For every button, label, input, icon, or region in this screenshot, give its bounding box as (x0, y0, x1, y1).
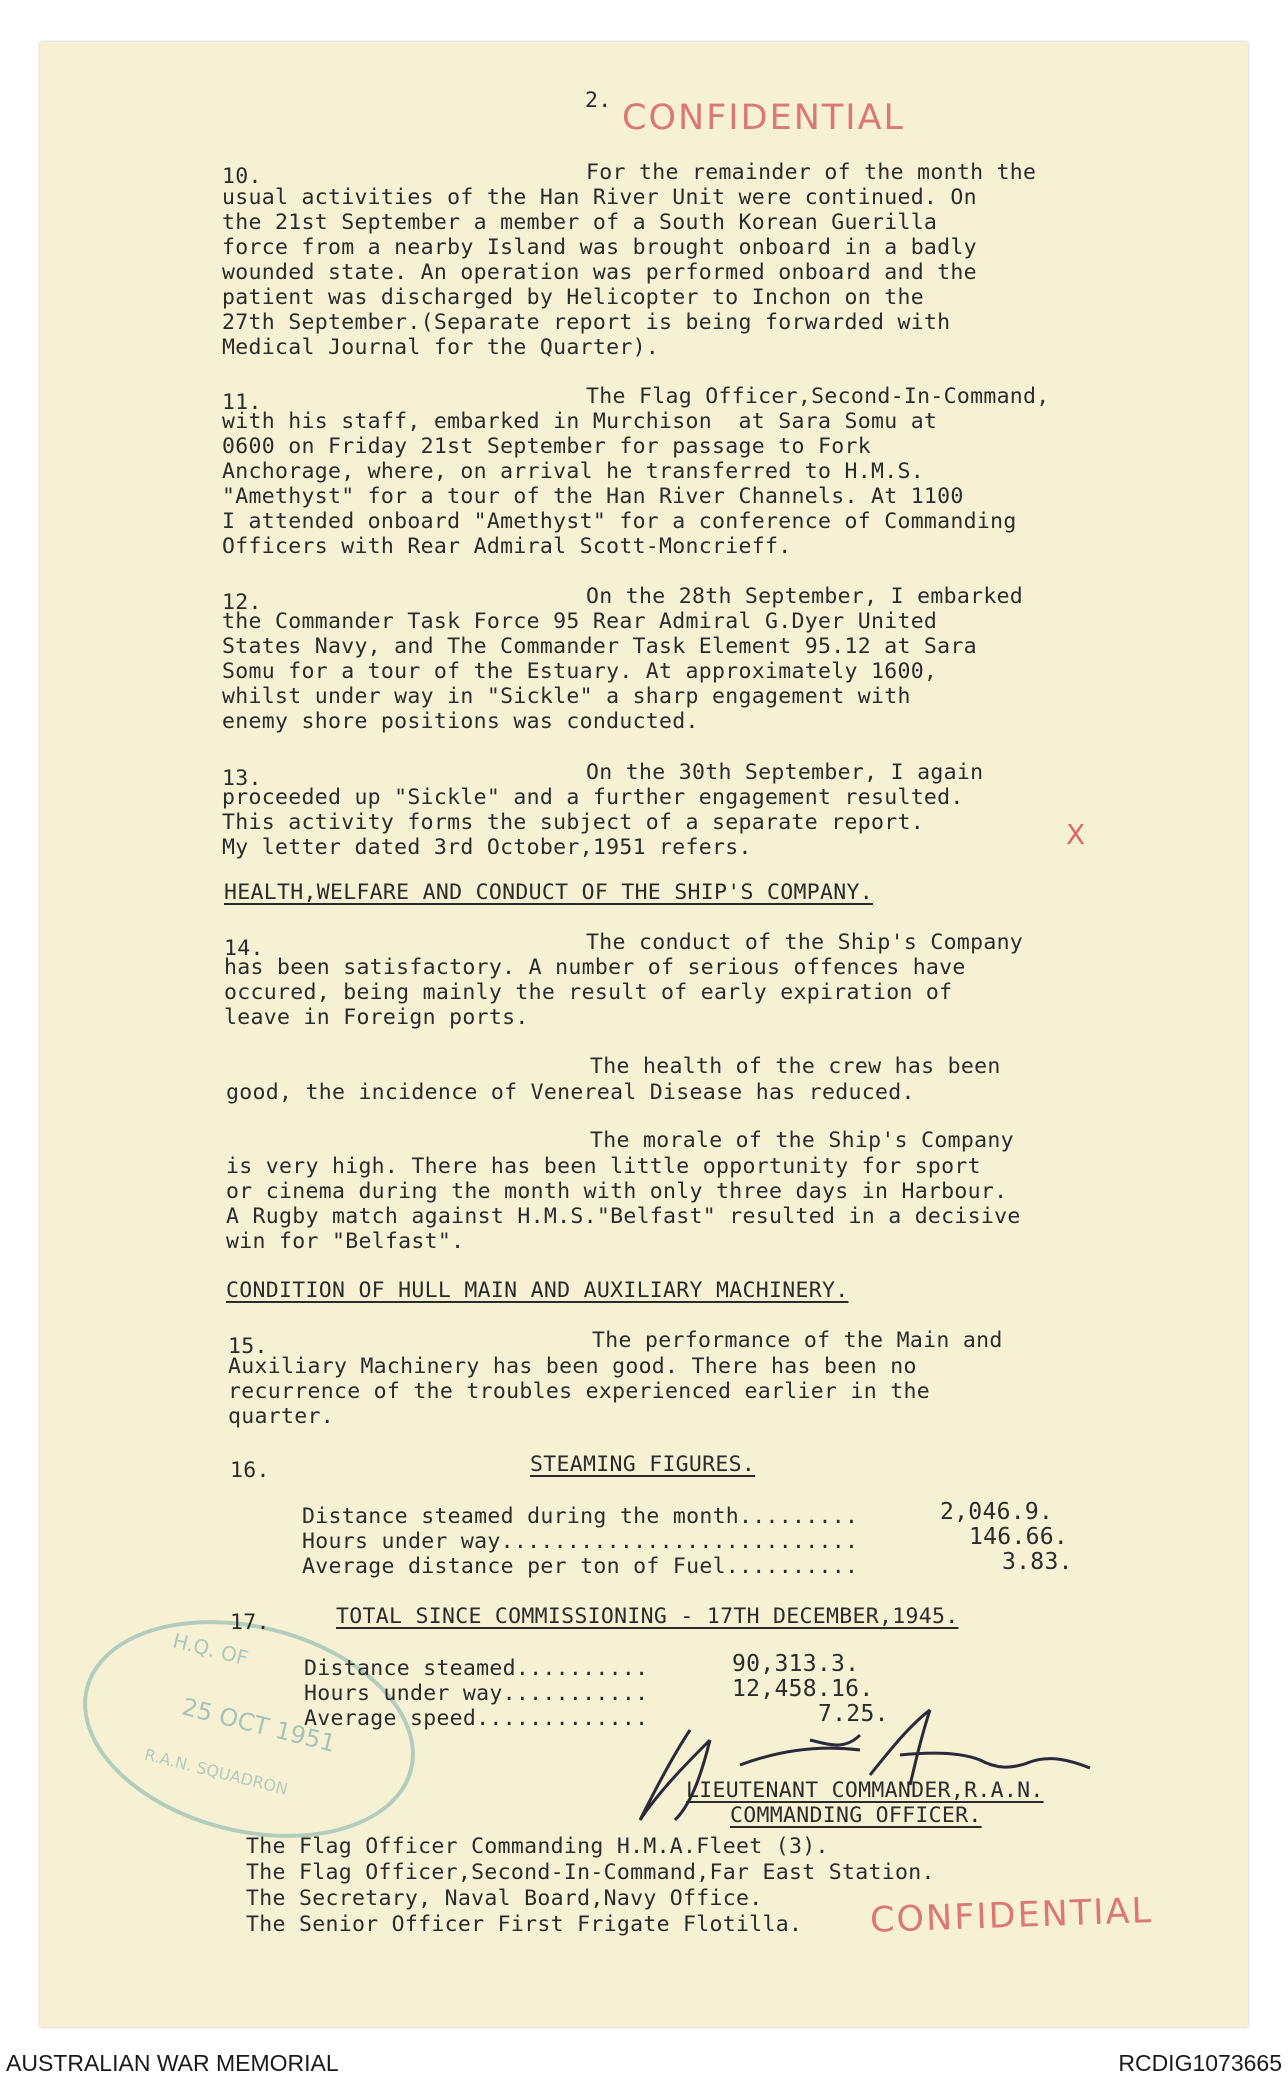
para-line: Officers with Rear Admiral Scott-Moncrieff. (222, 534, 792, 559)
stamp-text: R.A.N. SQUADRON (142, 1744, 290, 1799)
totals-heading: TOTAL SINCE COMMISSIONING - 17TH DECEMBER,1945. (336, 1604, 959, 1629)
para-line: Medical Journal for the Quarter). (222, 335, 660, 360)
para-number: 15. (228, 1334, 268, 1359)
para-line: 27th September.(Separate report is being forwarded with (222, 310, 951, 335)
para-line: This activity forms the subject of a separate report. (222, 810, 924, 835)
para-line: whilst under way in "Sickle" a sharp engagement with (222, 684, 911, 709)
para-line: wounded state. An operation was performed onboard and the (222, 260, 977, 285)
row-label: Hours under way........................... (302, 1529, 859, 1554)
para-line: States Navy, and The Commander Task Element 95.12 at Sara (222, 634, 977, 659)
para-line: The conduct of the Ship's Company (586, 930, 1024, 955)
para-line: or cinema during the month with only three days in Harbour. (226, 1179, 1008, 1204)
distribution-item: The Flag Officer Commanding H.M.A.Fleet (3). (246, 1834, 829, 1859)
row-label: Distance steamed.......... (304, 1656, 649, 1681)
para-line: occured, being mainly the result of early expiration of (224, 980, 953, 1005)
para-line: The health of the crew has been (590, 1054, 1001, 1079)
row-label: Distance steamed during the month......... (302, 1504, 859, 1529)
para-line: On the 30th September, I again (586, 760, 984, 785)
para-line: 0600 on Friday 21st September for passage to Fork (222, 434, 871, 459)
row-value: 7.25. (818, 1701, 889, 1727)
signatory-rank: LIEUTENANT COMMANDER,R.A.N. (686, 1778, 1044, 1803)
para-line: has been satisfactory. A number of serious offences have (224, 955, 966, 980)
para-line: enemy shore positions was conducted. (222, 709, 699, 734)
row-value: 12,458.16. (732, 1676, 874, 1702)
row-value: 146.66. (969, 1524, 1069, 1550)
footer-institution: AUSTRALIAN WAR MEMORIAL (6, 2050, 339, 2076)
row-label: Average distance per ton of Fuel.......... (302, 1554, 859, 1579)
para-number: 14. (224, 936, 264, 961)
para-line: "Amethyst" for a tour of the Han River Channels. At 1100 (222, 484, 964, 509)
steaming-heading: STEAMING FIGURES. (530, 1452, 756, 1477)
stamp-text: H.Q. OF (170, 1628, 251, 1671)
para-number: 12. (222, 590, 262, 615)
para-line: recurrence of the troubles experienced earlier in the (228, 1379, 930, 1404)
para-line: is very high. There has been little opportunity for sport (226, 1154, 981, 1179)
footer-record-id: RCDIG1073665 (1118, 2050, 1282, 2076)
row-label: Average speed............. (304, 1706, 649, 1731)
para-line: good, the incidence of Venereal Disease has reduced. (226, 1080, 915, 1105)
margin-check-mark: X (1066, 818, 1086, 851)
para-line: Anchorage, where, on arrival he transferred to H.M.S. (222, 459, 924, 484)
para-number: 10. (222, 164, 262, 189)
para-number: 16. (230, 1458, 270, 1483)
para-line: My letter dated 3rd October,1951 refers. (222, 835, 752, 860)
row-value: 3.83. (1002, 1549, 1073, 1575)
row-value: 2,046.9. (940, 1499, 1054, 1525)
distribution-item: The Flag Officer,Second-In-Command,Far East Station. (246, 1860, 935, 1885)
para-line: usual activities of the Han River Unit were continued. On (222, 185, 977, 210)
para-line: The performance of the Main and (592, 1328, 1003, 1353)
para-line: with his staff, embarked in Murchison at Sara Somu at (222, 409, 938, 434)
para-line: the Commander Task Force 95 Rear Admiral G.Dyer United (222, 609, 938, 634)
para-line: Auxiliary Machinery has been good. There has been no (228, 1354, 917, 1379)
para-number: 17. (230, 1610, 270, 1635)
para-line: Somu for a tour of the Estuary. At approximately 1600, (222, 659, 938, 684)
distribution-item: The Secretary, Naval Board,Navy Office. (246, 1886, 763, 1911)
section-heading-hull: CONDITION OF HULL MAIN AND AUXILIARY MACHINERY. (226, 1278, 849, 1303)
para-line: The morale of the Ship's Company (590, 1128, 1014, 1153)
row-value: 90,313.3. (732, 1651, 860, 1677)
row-label: Hours under way........... (304, 1681, 649, 1706)
section-heading-health: HEALTH,WELFARE AND CONDUCT OF THE SHIP'S COMPANY. (224, 880, 873, 905)
para-line: leave in Foreign ports. (224, 1005, 529, 1030)
confidential-stamp-top: CONFIDENTIAL (622, 98, 906, 138)
para-line: the 21st September a member of a South Korean Guerilla (222, 210, 938, 235)
para-line: The Flag Officer,Second-In-Command, (586, 384, 1050, 409)
para-line: proceeded up "Sickle" and a further engagement resulted. (222, 785, 964, 810)
distribution-item: The Senior Officer First Frigate Flotilla. (246, 1912, 803, 1937)
para-line: force from a nearby Island was brought onboard in a badly (222, 235, 977, 260)
para-line: patient was discharged by Helicopter to Inchon on the (222, 285, 924, 310)
para-line: For the remainder of the month the (586, 160, 1037, 185)
para-line: win for "Belfast". (226, 1229, 465, 1254)
stamp-date: 25 OCT 1951 (179, 1692, 339, 1758)
para-line: I attended onboard "Amethyst" for a conference of Commanding (222, 509, 1017, 534)
para-number: 11. (222, 390, 262, 415)
para-line: On the 28th September, I embarked (586, 584, 1024, 609)
para-number: 13. (222, 766, 262, 791)
para-line: A Rugby match against H.M.S."Belfast" resulted in a decisive (226, 1204, 1021, 1229)
page-number: 2. (585, 88, 612, 113)
confidential-stamp-bottom: CONFIDENTIAL (869, 1891, 1154, 1941)
signatory-title: COMMANDING OFFICER. (730, 1803, 982, 1828)
para-line: quarter. (228, 1404, 334, 1429)
